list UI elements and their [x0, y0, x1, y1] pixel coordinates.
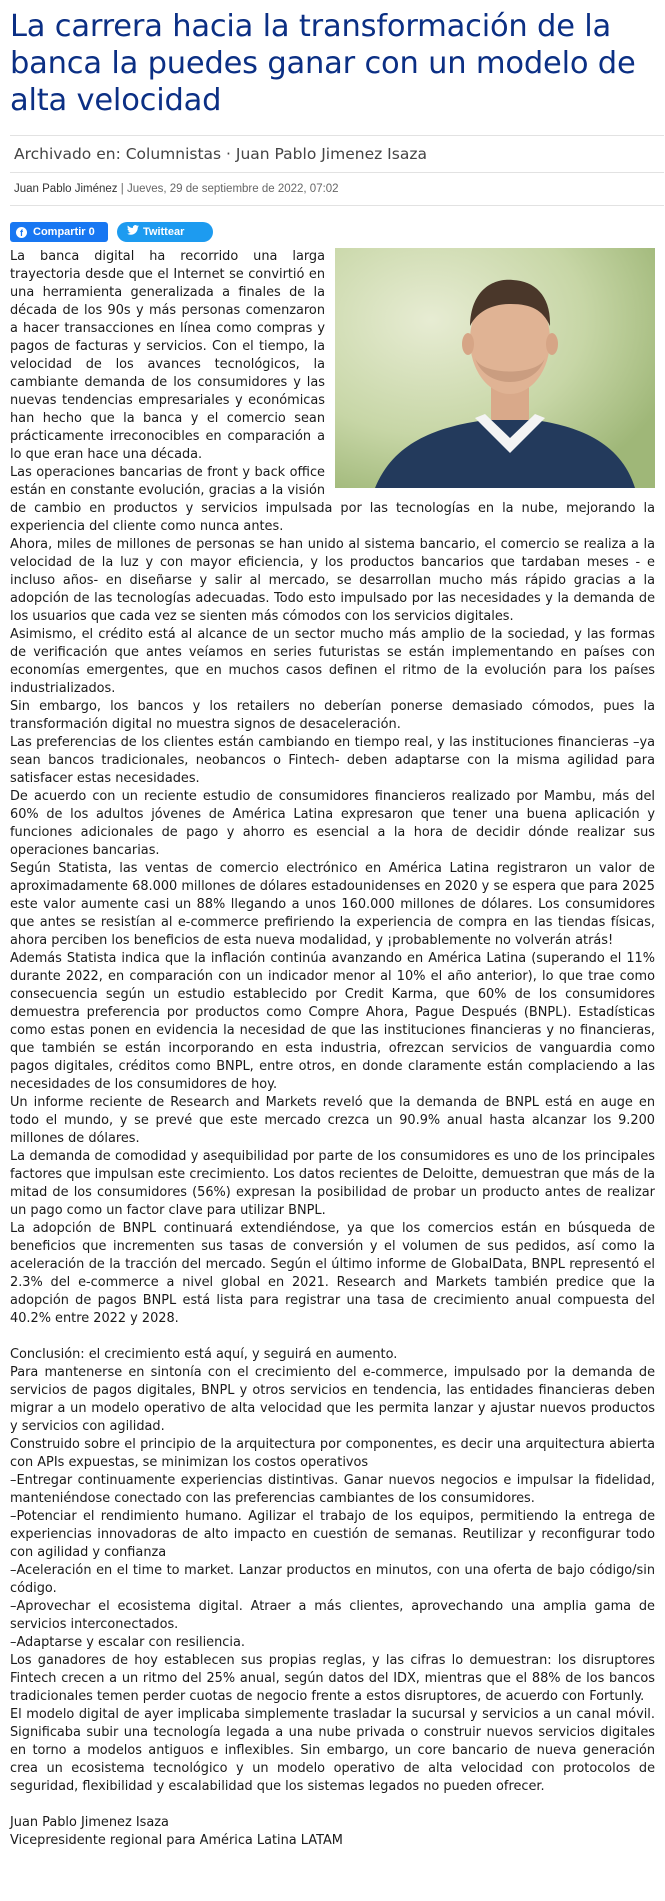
signature-role: Vicepresidente regional para América Latina LATAM [10, 1833, 343, 1848]
paragraph: Sin embargo, los bancos y los retailers no deberían ponerse demasiado cómodos, pues la transformación digital no muestra signos de desaceleración. [10, 699, 655, 732]
paragraph: Ahora, miles de millones de personas se han unido al sistema bancario, el comercio se realiza a la velocidad de la luz y con mayor eficiencia, y los productos bancarios que tardaban meses - e incluso años- en diseñarse y salir al mercado, se desarrollan mucho más rápido gracias a la adopción de las tecnologías adecuadas. Todo esto impulsado por las necesidades y la demanda de los usuarios que cada vez se sienten más cómodos con los servicios digitales. [10, 537, 655, 624]
paragraph: Los ganadores de hoy establecen sus propias reglas, y las cifras lo demuestran: los disruptores Fintech crecen a un ritmo del 25% anual, según datos del IDX, mientras que el 88% de los bancos tradicionales temen perder cuotas de negocio frente a estos disruptores, de acuerdo con Fortunly. [10, 1653, 655, 1704]
twitter-share-button[interactable] [117, 222, 213, 242]
signature-name: Juan Pablo Jimenez Isaza [10, 1815, 169, 1830]
list-item: –Aceleración en el time to market. Lanzar productos en minutos, con una oferta de bajo código/sin código. [10, 1563, 655, 1596]
paragraph: Construido sobre el principio de la arquitectura por componentes, es decir una arquitectura abierta con APIs expuestas, se minimizan los costos operativos [10, 1437, 655, 1470]
paragraph: El modelo digital de ayer implicaba simplemente trasladar la sucursal y servicios a un canal móvil. Significaba subir una tecnología legada a una nube privada o construir nuevos servicios digitales en torno a modelos antiguos e inflexibles. Sin embargo, un core bancario de nueva generación crea un ecosistema tecnológico y un modelo operativo de alta velocidad con protocolos de seguridad, flexibilidad y escalabilidad que los sistemas legados no pueden ofrecer. [10, 1707, 655, 1794]
paragraph: Las preferencias de los clientes están cambiando en tiempo real, y las instituciones financieras –ya sean bancos tradicionales, neobancos o Fintech- deben adaptarse con la misma agilidad para satisfacer estas necesidades. [10, 735, 655, 786]
spacer [10, 1328, 655, 1346]
list-item: –Potenciar el rendimiento humano. Agilizar el trabajo de los equipos, permitiendo la entrega de experiencias innovadoras de alto impacto en cuestión de semanas. Reutilizar y reconfigurar todo con agilidad y confianza [10, 1509, 655, 1560]
paragraph: Las operaciones bancarias de front y back office están en constante evolución, gracias a la visión de cambio en productos y servicios impulsada por las tecnologías en la nube, mejorando la experiencia del cliente como nunca antes. [10, 465, 655, 534]
facebook-share-label: Compartir 0 [33, 226, 95, 238]
paragraph: Según Statista, las ventas de comercio electrónico en América Latina registraron un valor de aproximadamente 68.000 millones de dólares estadounidenses en 2020 y se espera que para 2025 este valor aumente casi un 88% llegando a unos 160.000 millones de dólares. Los consumidores que antes se resistían al e-commerce prefiriendo la experiencia de compra en las tiendas físicas, ahora perciben los beneficios de esta nueva modalidad, y ¡probablemente no volverán atrás! [10, 861, 655, 948]
facebook-icon: f [16, 227, 27, 238]
paragraph: Asimismo, el crédito está al alcance de un sector mucho más amplio de la sociedad, y las formas de verificación que antes veíamos en series futuristas se están implementando en países con economías emergentes, que en muchos casos definen el ritmo de la evolución para los países industrializados. [10, 627, 655, 696]
author-name[interactable]: Juan Pablo Jiménez [14, 183, 118, 195]
list-item: –Adaptarse y escalar con resiliencia. [10, 1635, 245, 1650]
article-page [0, 8, 665, 1850]
paragraph: De acuerdo con un reciente estudio de consumidores financieros realizado por Mambu, más del 60% de los adultos jóvenes de América Latina expresaron que tener una buena aplicación y funciones adicionales de pago y ahorro es esencial a la hora de decidir dónde realizar sus operaciones bancarias. [10, 789, 655, 858]
paragraph: Además Statista indica que la inflación continúa avanzando en América Latina (superando el 11% durante 2022, en comparación con un indicador menor al 10% el año anterior), lo que trae como consecuencia según un estudio establecido por Credit Karma, que 60% de los consumidores demuestra preferencia por productos como Compre Ahora, Pague Después (BNPL). Estadísticas como estas ponen en evidencia la necesidad de que las instituciones financieras y no financieras, que también se están incorporando en esta industria, ofrezcan servicios de vanguardia como pagos digitales, créditos como BNPL, entre otros, en donde claramente están complaciendo a las necesidades de los consumidores de hoy. [10, 951, 655, 1092]
article-title: La carrera hacia la transformación de la banca la puedes ganar con un modelo de alta velocidad [10, 9, 636, 118]
byline [10, 173, 664, 206]
spacer [10, 1796, 655, 1814]
author-photo [335, 248, 655, 488]
paragraph: Un informe reciente de Research and Markets reveló que la demanda de BNPL está en auge en todo el mundo, y se prevé que este mercado crezca un 90.9% anual hasta alcanzar los 9.200 millones de dólares. [10, 1095, 655, 1146]
twitter-bird-icon [127, 222, 139, 242]
paragraph: La adopción de BNPL continuará extendiéndose, ya que los comercios están en búsqueda de beneficios que incrementen sus tasas de conversión y el volumen de sus pedidos, así como la aceleración de la tracción del mercado. Según el último informe de GlobalData, BNPL representó el 2.3% del e-commerce a nivel global en 2021. Research and Markets también predice que la adopción de pagos BNPL está lista para registrar una tasa de crecimiento anual compuesta del 40.2% entre 2022 y 2028. [10, 1221, 655, 1326]
byline-separator: | [117, 183, 127, 195]
share-bar [10, 222, 665, 242]
paragraph: La demanda de comodidad y asequibilidad por parte de los consumidores es uno de los principales factores que impulsan este crecimiento. Los datos recientes de Deloitte, demuestran que más de la mitad de los consumidores (56%) expresan la posibilidad de probar un producto antes de realizar un pago como un factor clave para utilizar BNPL. [10, 1149, 655, 1218]
paragraph: La banca digital ha recorrido una larga trayectoria desde que el Internet se convirtió en una herramienta generalizada a finales de la década de los 90s y más personas comenzaron a hacer transacciones en línea como compras y pagos de facturas y servicios. Con el tiempo, la velocidad de los avances tecnológicos, la cambiante demanda de los consumidores y las nuevas tendencias empresariales y económicas han hecho que la banca y el comercio sean prácticamente irreconocibles en comparación a lo que eran hace una década. [10, 249, 325, 462]
paragraph: Para mantenerse en sintonía con el crecimiento del e-commerce, impulsado por la demanda de servicios de pagos digitales, BNPL y otros servicios en tendencia, las entidades financieras deben migrar a un modelo operativo de alta velocidad que les permita lanzar y ajustar nuevos productos y servicios con agilidad. [10, 1365, 655, 1434]
list-item: –Aprovechar el ecosistema digital. Atraer a más clientes, aprovechando una amplia gama de servicios interconectados. [10, 1599, 655, 1632]
twitter-share-label: Twittear [143, 226, 185, 238]
facebook-share-button[interactable] [10, 222, 108, 242]
article-body [10, 248, 655, 1850]
publish-date: Jueves, 29 de septiembre de 2022, 07:02 [126, 183, 339, 195]
list-item: –Entregar continuamente experiencias distintivas. Ganar nuevos negocios e impulsar la fidelidad, manteniéndose conectado con las preferencias cambiantes de los consumidores. [10, 1473, 655, 1506]
conclusion-heading: Conclusión: el crecimiento está aquí, y seguirá en aumento. [10, 1347, 398, 1362]
filed-under: Archivado en: Columnistas · Juan Pablo Jimenez Isaza [10, 135, 664, 173]
